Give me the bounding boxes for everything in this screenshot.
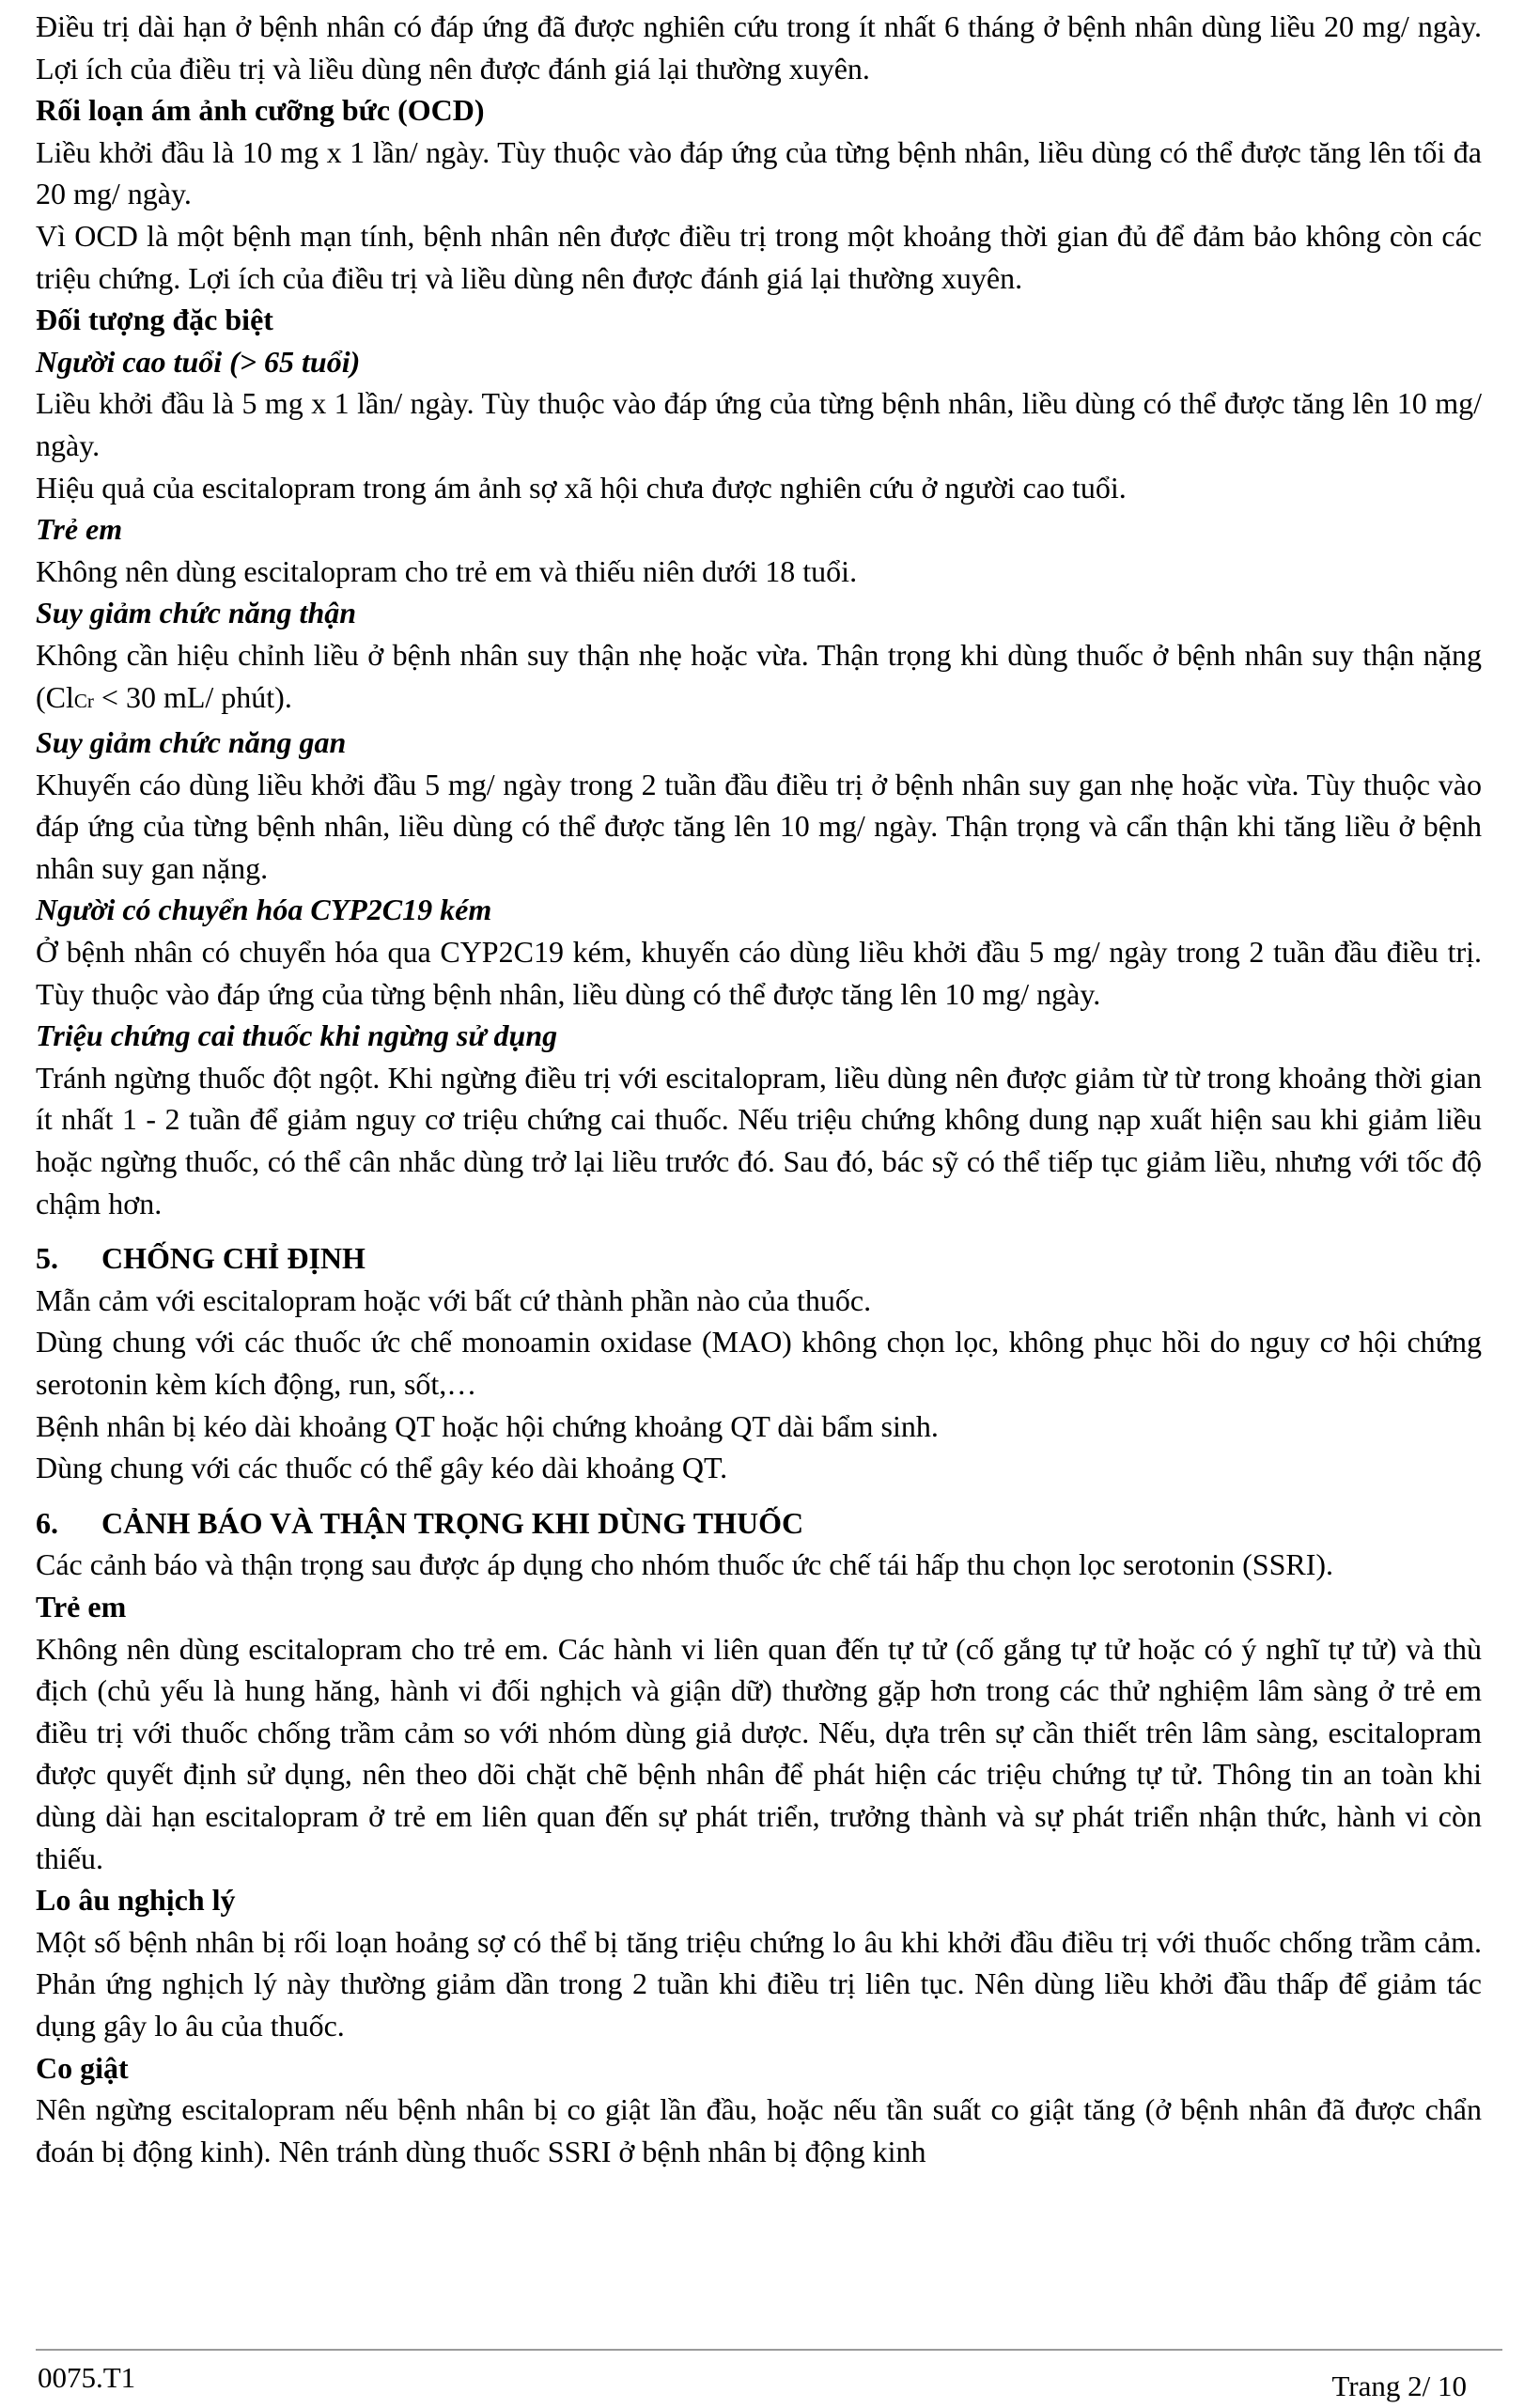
paragraph <box>36 634 1482 722</box>
paragraph: Tránh ngừng thuốc đột ngột. Khi ngừng điều trị với escitalopram, liều dùng nên được giảm từ từ trong khoảng thời gian ít nhất 1 - 2 tuần để giảm nguy cơ triệu chứng cai thuốc. Nếu triệu chứng không dung nạp xuất hiện sau khi giảm liều hoặc ngừng thuốc, có thể cân nhắc dùng trở lại liều trước đó. Sau đó, bác sỹ có thể tiếp tục giảm liều, nhưng với tốc độ chậm hơn. <box>36 1060 1482 1220</box>
paragraph: Mẫn cảm với escitalopram hoặc với bất cứ thành phần nào của thuốc. <box>36 1282 872 1317</box>
subscript-text: Cr <box>73 689 94 712</box>
paragraph: Liều khởi đầu là 10 mg x 1 lần/ ngày. Tùy thuộc vào đáp ứng của từng bệnh nhân, liều dùng có thể được tăng lên tối đa 20 mg/ ngày. <box>36 134 1482 211</box>
page-number: Trang 2/ 10 <box>1331 2369 1467 2402</box>
italic-subheading: Suy giảm chức năng gan <box>36 725 347 760</box>
paragraph: Nên ngừng escitalopram nếu bệnh nhân bị co giật lần đầu, hoặc nếu tần suất co giật tăng (ở bệnh nhân đã được chẩn đoán bị động kinh). Nên tránh dùng thuốc SSRI ở bệnh nhân bị động kinh <box>36 2092 1482 2168</box>
section-title: CHỐNG CHỈ ĐỊNH <box>101 1241 366 1276</box>
subheading: Lo âu nghịch lý <box>36 1883 236 1918</box>
paragraph: Các cảnh báo và thận trọng sau được áp dụng cho nhóm thuốc ức chế tái hấp thu chọn lọc serotonin (SSRI). <box>36 1547 1334 1582</box>
section-title: CẢNH BÁO VÀ THẬN TRỌNG KHI DÙNG THUỐC <box>101 1505 804 1540</box>
italic-subheading: Suy giảm chức năng thận <box>36 596 357 630</box>
section-heading <box>36 1237 1482 1280</box>
subheading: Trẻ em <box>36 1589 127 1623</box>
paragraph: Không nên dùng escitalopram cho trẻ em. Các hành vi liên quan đến tự tử (cố gắng tự tử hoặc có ý nghĩ tự tử) và thù địch (chủ yếu là hung hăng, hành vi đối nghịch và giận dữ) thường gặp hơn trong các thử nghiệm lâm sàng ở trẻ em điều trị với thuốc chống trầm cảm so với nhóm dùng giả dược. Nếu, dựa trên sự cần thiết trên lâm sàng, escitalopram được quyết định sử dụng, nên theo dõi chặt chẽ bệnh nhân để phát hiện các triệu chứng tự tử. Thông tin an toàn khi dùng dài hạn escitalopram ở trẻ em liên quan đến sự phát triển, trưởng thành và sự phát triển nhận thức, hành vi còn thiếu. <box>36 1631 1482 1875</box>
italic-subheading: Trẻ em <box>36 512 123 547</box>
subheading: Rối loạn ám ảnh cưỡng bức (OCD) <box>36 93 485 128</box>
section-heading <box>36 1502 1482 1545</box>
paragraph: Dùng chung với các thuốc có thể gây kéo dài khoảng QT. <box>36 1451 728 1485</box>
paragraph: Ở bệnh nhân có chuyển hóa qua CYP2C19 kém, khuyến cáo dùng liều khởi đầu 5 mg/ ngày trong 2 tuần đầu điều trị. Tùy thuộc vào đáp ứng của từng bệnh nhân, liều dùng có thể được tăng lên 10 mg/ ngày. <box>36 935 1482 1011</box>
paragraph: Khuyến cáo dùng liều khởi đầu 5 mg/ ngày trong 2 tuần đầu điều trị ở bệnh nhân suy gan nhẹ hoặc vừa. Tùy thuộc vào đáp ứng của từng bệnh nhân, liều dùng có thể được tăng lên 10 mg/ ngày. Thận trọng và cẩn thận khi tăng liều ở bệnh nhân suy gan nặng. <box>36 767 1482 885</box>
document-code: 0075.T1 <box>38 2361 136 2394</box>
paragraph: Liều khởi đầu là 5 mg x 1 lần/ ngày. Tùy thuộc vào đáp ứng của từng bệnh nhân, liều dùng có thể được tăng lên 10 mg/ ngày. <box>36 386 1482 462</box>
italic-subheading: Người có chuyển hóa CYP2C19 kém <box>36 893 492 927</box>
section-number: 6. <box>36 1505 58 1540</box>
paragraph: Hiệu quả của escitalopram trong ám ảnh sợ xã hội chưa được nghiên cứu ở người cao tuổi. <box>36 470 1127 505</box>
paragraph: Vì OCD là một bệnh mạn tính, bệnh nhân nên được điều trị trong một khoảng thời gian đủ để đảm bảo không còn các triệu chứng. Lợi ích của điều trị và liều dùng nên được đánh giá lại thường xuyên. <box>36 218 1482 295</box>
footer-divider <box>36 2349 1502 2351</box>
italic-subheading: Người cao tuổi (> 65 tuổi) <box>36 344 361 379</box>
paragraph-text: Không cần hiệu chỉnh liều ở bệnh nhân suy thận nhẹ hoặc vừa. Thận trọng khi dùng thuốc ở bệnh nhân suy thận nặng (Cl <box>36 637 1482 714</box>
subheading: Co giật <box>36 2050 129 2085</box>
subheading: Đối tượng đặc biệt <box>36 303 273 337</box>
paragraph: Điều trị dài hạn ở bệnh nhân có đáp ứng đã được nghiên cứu trong ít nhất 6 tháng ở bệnh nhân dùng liều 20 mg/ ngày. Lợi ích của điều trị và liều dùng nên được đánh giá lại thường xuyên. <box>36 9 1482 85</box>
document-body <box>36 6 1482 2172</box>
paragraph: Không nên dùng escitalopram cho trẻ em và thiếu niên dưới 18 tuổi. <box>36 553 858 588</box>
section-number: 5. <box>36 1241 58 1276</box>
italic-subheading: Triệu chứng cai thuốc khi ngừng sử dụng <box>36 1018 558 1053</box>
paragraph-text: < 30 mL/ phút). <box>93 679 292 714</box>
paragraph: Dùng chung với các thuốc ức chế monoamin oxidase (MAO) không chọn lọc, không phục hồi do nguy cơ hội chứng serotonin kèm kích động, run, sốt,… <box>36 1325 1482 1401</box>
paragraph: Bệnh nhân bị kéo dài khoảng QT hoặc hội chứng khoảng QT dài bẩm sinh. <box>36 1408 939 1443</box>
paragraph: Một số bệnh nhân bị rối loạn hoảng sợ có thể bị tăng triệu chứng lo âu khi khởi đầu điều trị với thuốc chống trầm cảm. Phản ứng nghịch lý này thường giảm dần trong 2 tuần khi điều trị liên tục. Nên dùng liều khởi đầu thấp để giảm tác dụng gây lo âu của thuốc. <box>36 1924 1482 2043</box>
